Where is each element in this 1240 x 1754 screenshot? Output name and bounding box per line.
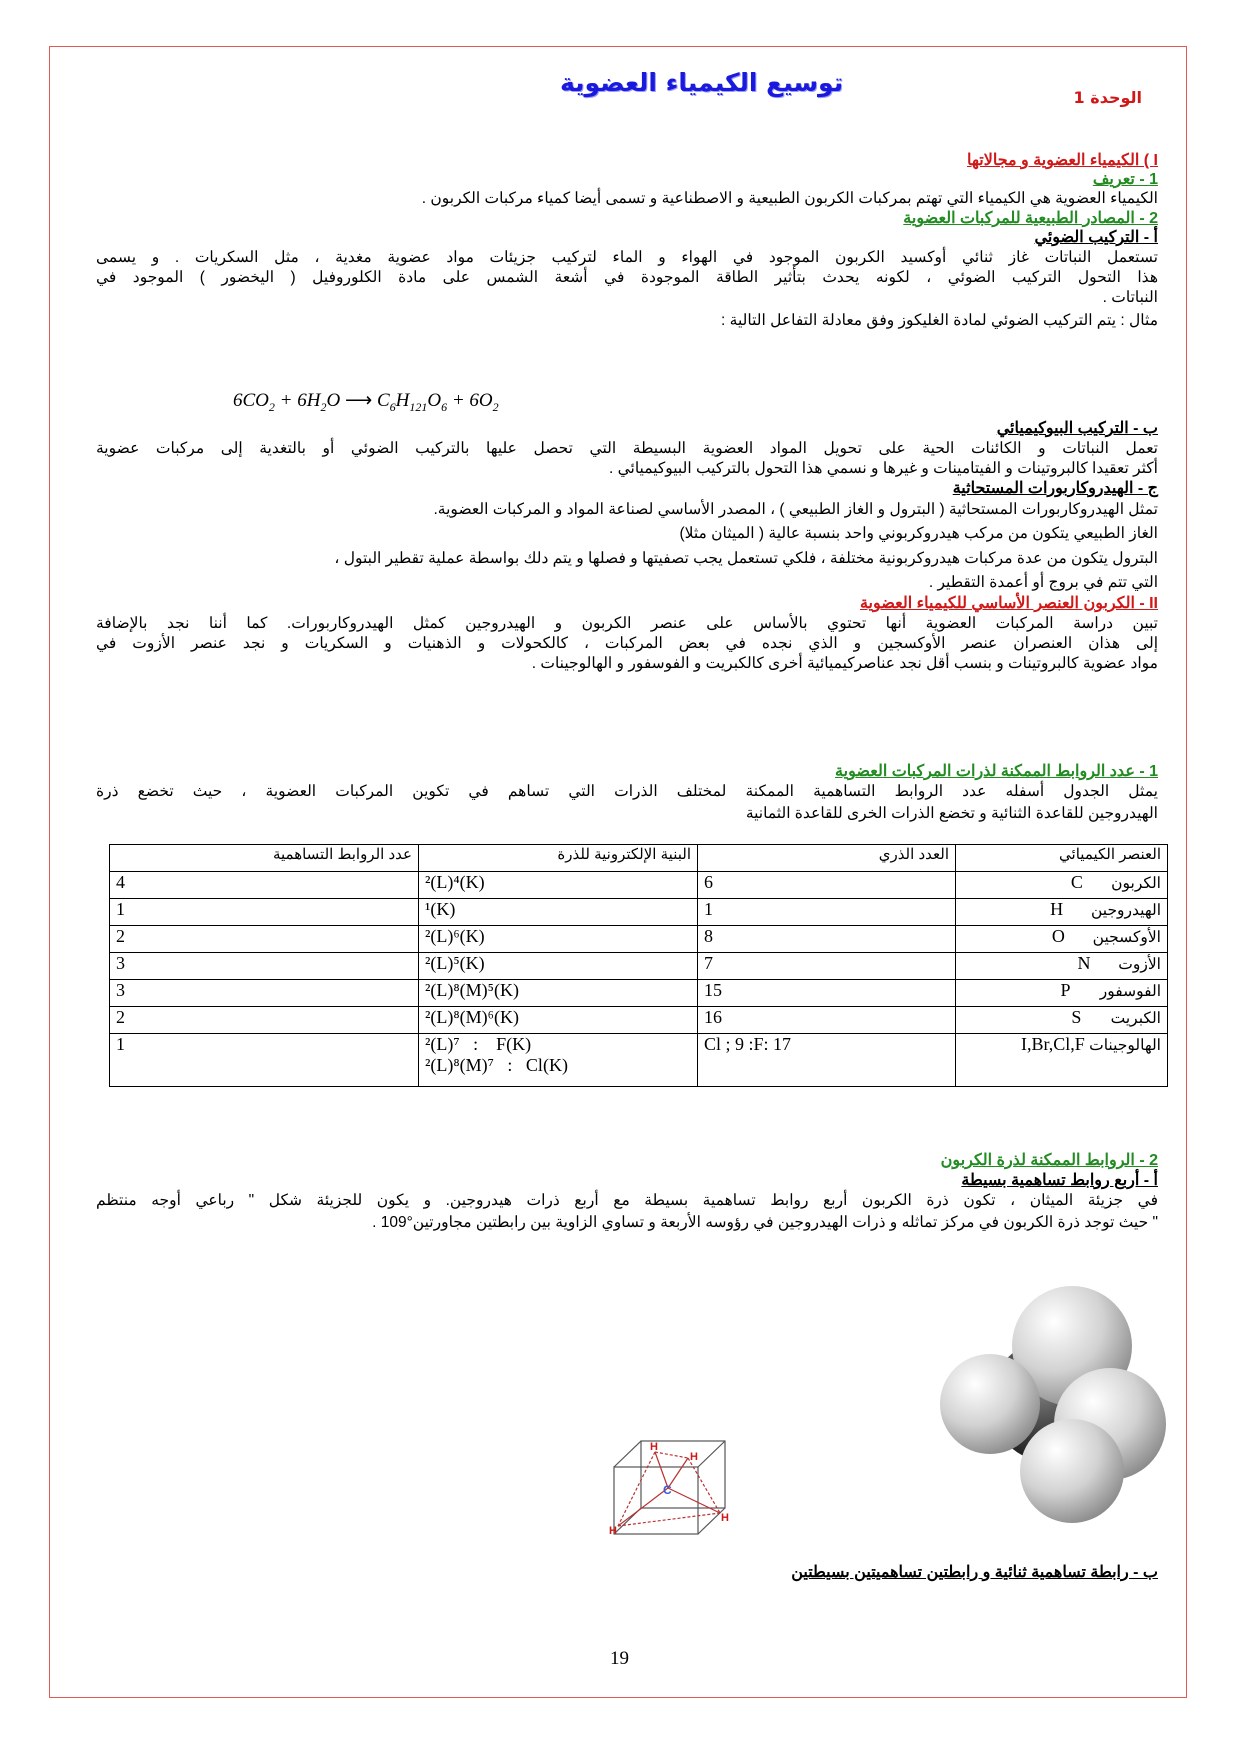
bonds-cell: 4 (110, 872, 419, 899)
table-row (110, 926, 1168, 953)
paragraph-line: البترول يتكون من عدة مركبات هيدروكربونية مختلفة ، فلكي تستعمل يجب تصفيتها و فصلها و يتم دلك بواسطة عملية تقطير البتول ، (334, 550, 1158, 567)
config-cell: (K)¹ (419, 899, 698, 926)
config-cell: (K)²(L)⁶ (419, 926, 698, 953)
methane-cube-diagram (608, 1436, 738, 1538)
table-header: العنصر الكيميائي (956, 845, 1168, 872)
bonds-cell: 2 (110, 926, 419, 953)
paragraph-line: أكثر تعقيدا كالبروتينات و الفيتامينات و غيرها و نسمي هذا التحول بالتركيب البيوكيميائي . (608, 460, 1158, 477)
fossil-hydrocarbons-heading: ج - الهيدروكاربورات المستحاثية (952, 480, 1158, 497)
bonds-cell: 3 (110, 980, 419, 1007)
element-cell: الكبريت S (956, 1007, 1168, 1034)
section-1-heading: I ) الكيمياء العضوية و مجالاتها (966, 152, 1158, 169)
hydrogen-atom (1020, 1419, 1124, 1523)
elements-table (109, 844, 1168, 1087)
paragraph-line: " حيث توجد ذرة الكربون في مركز تماثله و ذرات الهيدروجين في رؤوسه الأربعة و تساوي الزاوية بين رابطتين مجاورتين°109 . (372, 1214, 1158, 1231)
hydrogen-label: H (650, 1441, 658, 1453)
bonds-cell: 2 (110, 1007, 419, 1034)
paragraph-line: النباتات . (1102, 289, 1158, 306)
element-cell: الأوكسجين O (956, 926, 1168, 953)
config-cell: (K)²(L)⁷ : F (K)²(L)⁸(M)⁷ : Cl (419, 1034, 698, 1087)
table-row (110, 872, 1168, 899)
cube-front-face (614, 1467, 698, 1534)
paragraph-line: الهيدروجين للقاعدة الثنائية و تخضع الذرات الخرى للقاعدة الثمانية (745, 805, 1158, 822)
biochemical-heading: ب - التركيب البيوكيميائي (996, 420, 1158, 437)
paragraph-line: تبين دراسة المركبات العضوية أنها تحتوي بالأساس على عنصر الكربون و الهيدروجين كمثل الهيدروكاربورات. كما أننا نجد بالإضافة (96, 615, 1158, 632)
hydrogen-label: H (721, 1512, 729, 1524)
four-single-bonds-heading: أ - أربع روابط تساهمية بسيطة (961, 1172, 1158, 1189)
atomic-number-cell: 1 (698, 899, 956, 926)
double-bond-heading: ب - رابطة تساهمية ثنائية و رابطتين تساهميتين بسيطتين (791, 1564, 1158, 1581)
paragraph-line: في جزيئة الميثان ، تكون ذرة الكربون أربع روابط تساهمية بسيطة مع أربع ذرات هيدروجين. و يكون للجزيئة شكل " رباعي أوجه منتظم (96, 1192, 1158, 1209)
photosynthesis-heading: أ - التركيب الضوئي (1034, 229, 1158, 246)
hydrogen-label: H (609, 1525, 617, 1537)
subsection-sources-heading: 2 - المصادر الطبيعية للمركبات العضوية (903, 210, 1158, 227)
definition-text: الكيمياء العضوية هي الكيمياء التي تهتم بمركبات الكربون الطبيعية و الاصطناعية و تسمى أيضا كمياء مركبات الكربون . (421, 190, 1158, 207)
atomic-number-cell: 6 (698, 872, 956, 899)
element-cell: الفوسفور P (956, 980, 1168, 1007)
element-cell: الهالوجينات I,Br,Cl,F (956, 1034, 1168, 1087)
table-row (110, 899, 1168, 926)
hydrogen-label: H (690, 1451, 698, 1463)
atomic-number-cell: 16 (698, 1007, 956, 1034)
atomic-number-cell: 15 (698, 980, 956, 1007)
photosynthesis-equation: $6CO_2 + 6H_2O$ ⟶ $C_6H_{121}O_6 + 6O_2$ (233, 390, 499, 414)
paragraph-line: التي تتم في بروج أو أعمدة التقطير . (928, 574, 1158, 591)
table-header: العدد الذري (698, 845, 956, 872)
element-cell: الأزوت N (956, 953, 1168, 980)
paragraph-line: تمثل الهيدروكاربورات المستحاثية ( البترول و الغاز الطبيعي ) ، المصدر الأساسي لصناعة المواد و المركبات العضوية. (433, 501, 1158, 518)
config-cell: (K)²(L)⁴ (419, 872, 698, 899)
atomic-number-cell: 7 (698, 953, 956, 980)
table-row (110, 953, 1168, 980)
paragraph-line: الغاز الطبيعي يتكون من مركب هيدروكربوني واحد بنسبة عالية ( الميثان مثلا) (679, 525, 1158, 542)
subsection-carbon-bonds-heading: 2 - الروابط الممكنة لذرة الكربون (940, 1152, 1158, 1169)
bonds-cell: 3 (110, 953, 419, 980)
example-text: مثال : يتم التركيب الضوئي لمادة الغليكوز وفق معادلة التفاعل التالية : (721, 312, 1158, 329)
atomic-number-cell: 17 :Cl ; 9 :F (698, 1034, 956, 1087)
hydrogen-atom (940, 1354, 1040, 1454)
table-row (110, 1007, 1168, 1034)
methane-space-filling-model (932, 1276, 1172, 1526)
table-row (110, 1034, 1168, 1087)
element-cell: الهيدروجين H (956, 899, 1168, 926)
section-2-heading: II - الكربون العنصر الأساسي للكيمياء العضوية (859, 595, 1158, 612)
config-cell: (K)²(L)⁸(M)⁶ (419, 1007, 698, 1034)
bonds-cell: 1 (110, 899, 419, 926)
paragraph-line: تستعمل النباتات غاز ثنائي أوكسيد الكربون الموجود في الهواء و الماء لتركيب جزيئات مواد عضوية مغدية ، مثل السكريات . و يسمى (96, 249, 1158, 266)
subsection-bonds-heading: 1 - عدد الروابط الممكنة لذرات المركبات العضوية (835, 763, 1158, 780)
subsection-definition-heading: 1 - تعريف (1092, 171, 1158, 188)
paragraph-line: إلى هذان العنصران عنصر الأوكسجين و الذي نجده في بعض المركبات ، كالكحولات و الذهنيات و السكريات و نجد عنصر الأزوت في (96, 635, 1158, 652)
table-header: عدد الروابط التساهمية (110, 845, 419, 872)
paragraph-line: مواد عضوية كالبروتينات و بنسب أقل نجد عناصركيميائية أخرى كالكبريت و الفوسفور و الهالوجينات . (531, 655, 1158, 672)
page-title: توسيع الكيمياء العضوية (560, 68, 844, 97)
paragraph-line: هذا التحول التركيب الضوئي ، لكونه يحدث بتأثير الطاقة الموجودة في أشعة الشمس على مادة الكلوروفيل ( اليخضور ) الموجود في (96, 269, 1158, 286)
config-cell: (K)²(L)⁵ (419, 953, 698, 980)
table-header-row (110, 845, 1168, 872)
carbon-label: C (663, 1483, 672, 1497)
bonds-cell: 1 (110, 1034, 419, 1087)
atomic-number-cell: 8 (698, 926, 956, 953)
element-cell: الكربون C (956, 872, 1168, 899)
table-header: البنية الإلكترونية للذرة (419, 845, 698, 872)
config-cell: (K)²(L)⁸(M)⁵ (419, 980, 698, 1007)
page-number: 19 (610, 1648, 629, 1669)
paragraph-line: يمثل الجدول أسفله عدد الروابط التساهمية الممكنة لمختلف الذرات التي تساهم في تكوين المركبات العضوية ، حيث تخضع ذرة (96, 783, 1158, 800)
unit-label: الوحدة 1 (1073, 88, 1142, 107)
paragraph-line: تعمل النباتات و الكائنات الحية على تحويل المواد العضوية البسيطة التي تحصل عليها بالتركيب الضوئي أو بالتغدية إلى مركبات عضوية (96, 440, 1158, 457)
table-row (110, 980, 1168, 1007)
